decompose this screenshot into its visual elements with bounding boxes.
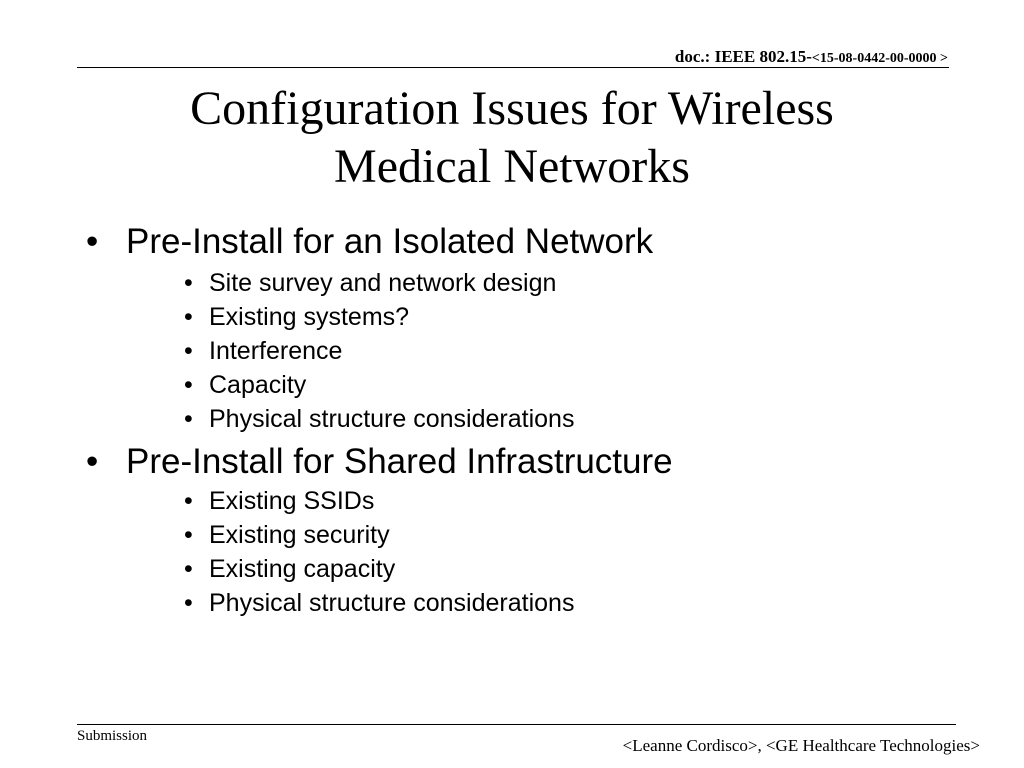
- document-id-number: <15-08-0442-00-0000 >: [811, 51, 948, 66]
- bullet-level-2: [184, 369, 306, 401]
- bullet-level-1: [86, 220, 653, 264]
- bullet-dot: •: [86, 222, 99, 261]
- sub-bullet-text: Capacity: [209, 371, 307, 399]
- slide-title-line-1: Configuration Issues for Wireless: [190, 82, 834, 135]
- bullet-level-1: [86, 440, 673, 484]
- bullet-dot: •: [86, 442, 99, 481]
- footer-submission-label: Submission: [77, 728, 148, 744]
- bullet-level-2: [184, 335, 342, 367]
- footer-divider: [77, 724, 956, 725]
- bullet-level-2: [184, 301, 409, 333]
- sub-bullet-text: Existing security: [209, 521, 390, 549]
- sub-bullet-text: Physical structure considerations: [209, 405, 575, 433]
- sub-bullet-text: Site survey and network design: [209, 269, 557, 297]
- bullet-level-2: [184, 267, 556, 299]
- bullet-level-2: [184, 403, 574, 435]
- sub-bullet-text: Existing capacity: [209, 555, 396, 583]
- bullet-text: Pre-Install for an Isolated Network: [126, 222, 654, 261]
- sub-bullet-dot: •: [184, 405, 193, 433]
- bullet-level-2: [184, 485, 374, 517]
- sub-bullet-dot: •: [184, 487, 193, 515]
- sub-bullet-text: Physical structure considerations: [209, 589, 575, 617]
- footer-author: <Leanne Cordisco>, <GE Healthcare Technologies>: [622, 736, 980, 755]
- sub-bullet-dot: •: [184, 371, 193, 399]
- sub-bullet-text: Existing systems?: [209, 303, 410, 331]
- bullet-level-2: [184, 587, 574, 619]
- sub-bullet-text: Interference: [209, 337, 343, 365]
- bullet-level-2: [184, 519, 390, 551]
- bullet-level-2: [184, 553, 395, 585]
- sub-bullet-dot: •: [184, 269, 193, 297]
- sub-bullet-dot: •: [184, 555, 193, 583]
- sub-bullet-text: Existing SSIDs: [209, 487, 375, 515]
- sub-bullet-dot: •: [184, 337, 193, 365]
- slide-title-line-2: Medical Networks: [334, 140, 690, 193]
- sub-bullet-dot: •: [184, 521, 193, 549]
- sub-bullet-dot: •: [184, 589, 193, 617]
- document-id-prefix: doc.: IEEE 802.15-: [674, 47, 812, 66]
- bullet-text: Pre-Install for Shared Infrastructure: [126, 442, 673, 481]
- sub-bullet-dot: •: [184, 303, 193, 331]
